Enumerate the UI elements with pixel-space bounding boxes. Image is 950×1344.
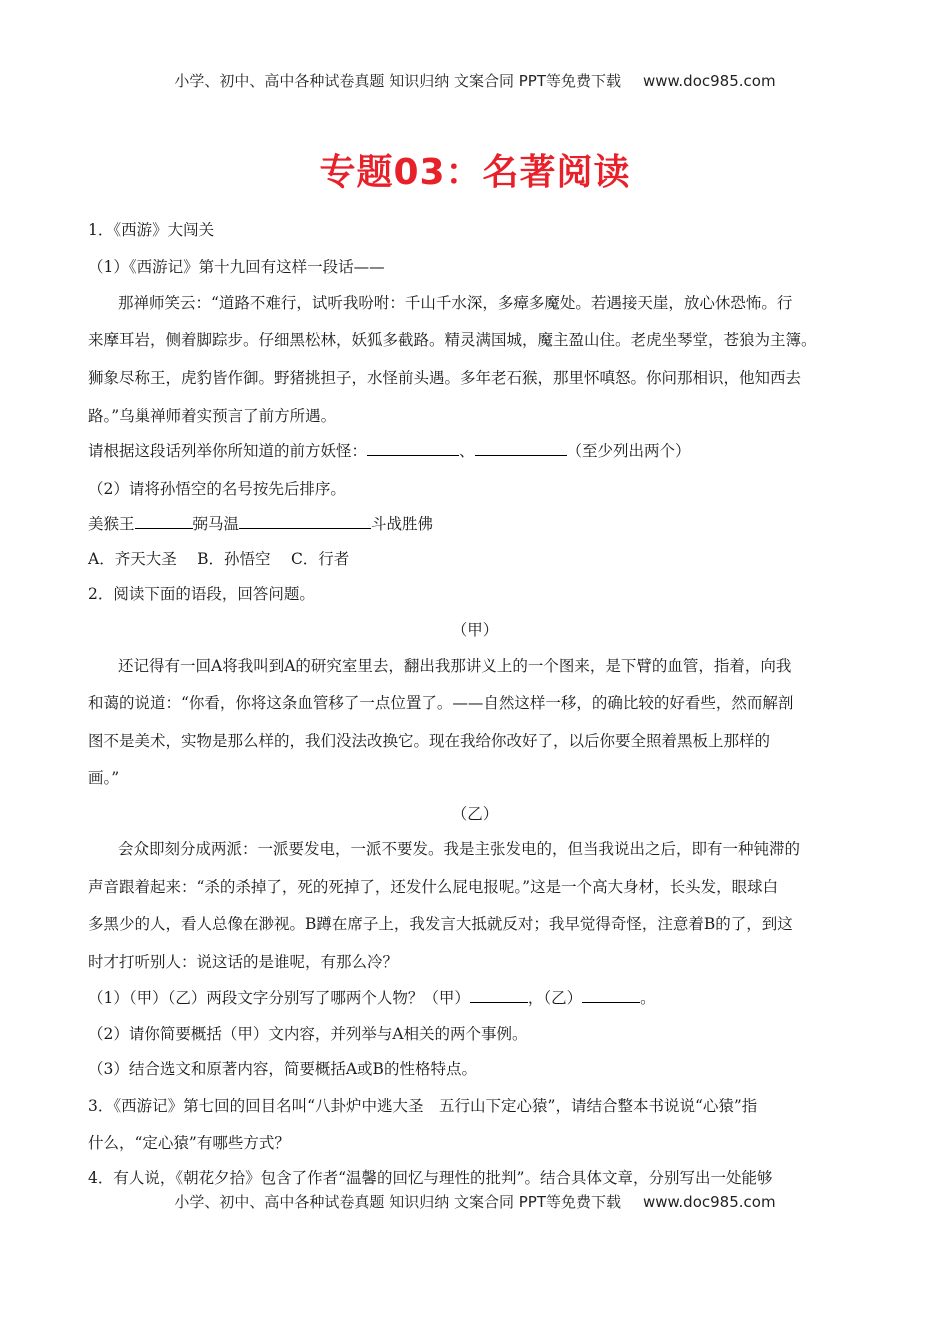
q1-sub1: （1）《西游记》第十九回有这样一段话—— xyxy=(88,258,385,276)
page-footer xyxy=(0,1191,950,1212)
q2-sub1-mid: ，（乙） xyxy=(527,989,583,1007)
yi-passage-line: 多黑少的人，看人总像在渺视。B蹲在席子上，我发言大抵就反对；我早觉得奇怪，注意着B的了，到这 xyxy=(88,915,793,933)
page-header xyxy=(0,70,950,91)
q1-passage-line: 狮象尽称王，虎豹皆作御。野猪挑担子，水怪前头遇。多年老石猴，那里怀嗔怒。你问那相识，他知西去 xyxy=(88,369,802,387)
answer-blank[interactable] xyxy=(239,514,371,529)
footer-text: 小学、初中、高中各种试卷真题 知识归纳 文案合同 PPT等免费下载 xyxy=(174,1193,621,1211)
q3-line: 什么，“定心猿”有哪些方式？ xyxy=(88,1134,290,1152)
q3-line: 3．《西游记》第七回的回目名叫“八卦炉中逃大圣 五行山下定心猿”，请结合整本书说说“心猿”指 xyxy=(88,1097,758,1115)
q1-options: A．齐天大圣 B．孙悟空 C．行者 xyxy=(88,550,350,568)
q1-ask xyxy=(88,441,691,461)
q1-heading: 1．《西游》大闯关 xyxy=(88,221,215,239)
jia-passage-line: 和蔼的说道：“你看，你将这条血管移了一点位置了。——自然这样一移，的确比较的好看些，然而解剖 xyxy=(88,694,794,712)
seq-item: 斗战胜佛 xyxy=(371,515,434,533)
yi-passage-line: 声音跟着起来：“杀的杀掉了，死的死掉了，还发什么屁电报呢。”这是一个高大身材，长头发，眼球白 xyxy=(88,878,779,896)
footer-url[interactable]: www.doc985.com xyxy=(642,1193,776,1211)
jia-passage-line: 图不是美术，实物是那么样的，我们没法改换它。现在我给你改好了，以后你要全照着黑板上那样的 xyxy=(88,732,771,750)
answer-blank[interactable] xyxy=(582,988,640,1003)
q1-ask-text: 请根据这段话列举你所知道的前方妖怪： xyxy=(88,442,368,460)
yi-passage-line: 会众即刻分成两派：一派要发电，一派不要发。我是主张发电的，但当我说出之后，即有一种钝滞的 xyxy=(118,840,801,858)
seq-item: 弼马温 xyxy=(192,515,240,533)
q1-passage-line: 来摩耳岩，侧着脚踪步。仔细黑松林，妖狐多截路。精灵满国城，魔主盈山住。老虎坐琴堂，苍狼为主簿。 xyxy=(88,331,817,349)
q4-line: 4．有人说，《朝花夕拾》包含了作者“温馨的回忆与理性的批判”。结合具体文章，分别写出一处能够 xyxy=(88,1169,773,1187)
q2-sub2: （2）请你简要概括（甲）文内容，并列举与A相关的两个事例。 xyxy=(88,1025,528,1043)
q2-sub1 xyxy=(88,988,656,1008)
q1-passage-line: 路。”乌巢禅师着实预言了前方所遇。 xyxy=(88,407,337,425)
q1-sub2: （2）请将孙悟空的名号按先后排序。 xyxy=(88,480,346,498)
answer-blank[interactable] xyxy=(367,441,459,456)
jia-passage-line: 还记得有一回A将我叫到A的研究室里去，翻出我那讲义上的一个图来，是下臂的血管，指着，向我 xyxy=(118,657,792,675)
q2-sub1-end: 。 xyxy=(640,989,656,1007)
section-label-jia: （甲） xyxy=(451,621,499,639)
q2-sub1-text: （1）（甲）（乙）两段文字分别写了哪两个人物？（甲） xyxy=(88,989,470,1007)
q1-sequence xyxy=(88,514,433,534)
jia-passage-line: 画。” xyxy=(88,769,120,787)
answer-blank[interactable] xyxy=(135,514,193,529)
q1-ask-sep: 、 xyxy=(459,442,475,460)
q2-sub3: （3）结合选文和原著内容，简要概括A或B的性格特点。 xyxy=(88,1060,477,1078)
header-url[interactable]: www.doc985.com xyxy=(642,72,776,90)
answer-blank[interactable] xyxy=(470,988,528,1003)
header-text: 小学、初中、高中各种试卷真题 知识归纳 文案合同 PPT等免费下载 xyxy=(174,72,621,90)
answer-blank[interactable] xyxy=(475,441,567,456)
section-label-yi: （乙） xyxy=(451,805,499,823)
q2-heading: 2．阅读下面的语段，回答问题。 xyxy=(88,585,315,603)
q1-ask-note: （至少列出两个） xyxy=(566,442,691,460)
seq-item: 美猴王 xyxy=(88,515,135,533)
page-title: 专题03：名著阅读 xyxy=(319,152,631,193)
yi-passage-line: 时才打听别人：说这话的是谁呢，有那么冷？ xyxy=(88,953,399,971)
q1-passage-line: 那禅师笑云：“道路不难行，试听我吩咐：千山千水深，多瘴多魔处。若遇接天崖，放心休恐怖。行 xyxy=(118,294,793,312)
